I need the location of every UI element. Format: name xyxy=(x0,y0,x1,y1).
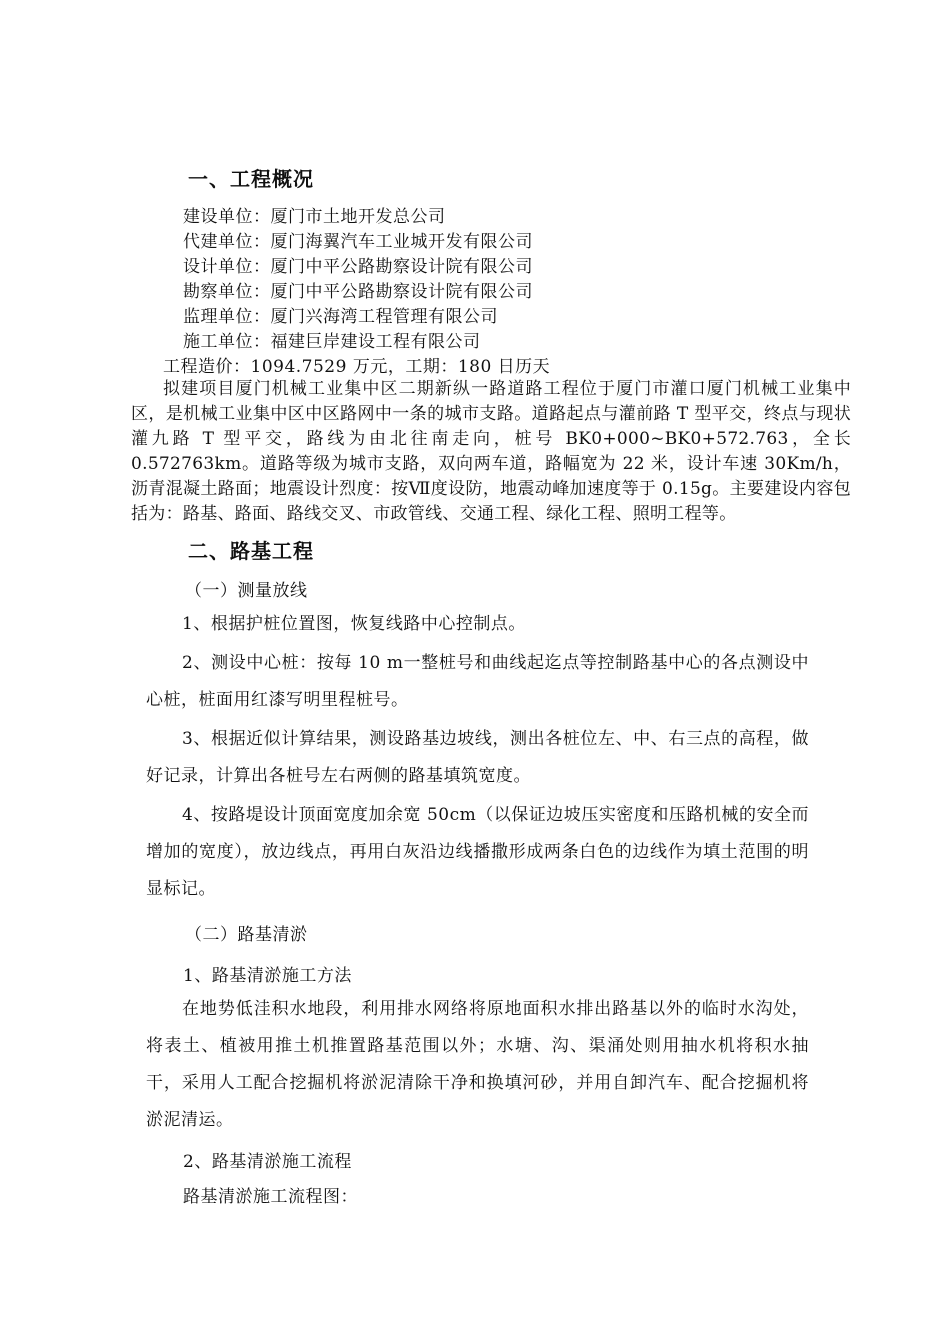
section-1-heading: 一、工程概况 xyxy=(188,167,314,191)
unit-design: 设计单位：厦门中平公路勘察设计院有限公司 xyxy=(183,257,533,277)
unit-survey: 勘察单位：厦门中平公路勘察设计院有限公司 xyxy=(183,282,533,302)
unit-construction: 建设单位：厦门市土地开发总公司 xyxy=(183,207,446,227)
survey-item-1: 1、根据护桩位置图，恢复线路中心控制点。 xyxy=(182,614,526,634)
section-2-heading: 二、路基工程 xyxy=(188,539,314,563)
survey-item-2: 2、测设中心桩：按每 10 m一整桩号和曲线起迄点等控制路基中心的各点测设中心桩，桩面用红漆写明里程桩号。 xyxy=(146,653,809,710)
cost-duration: 工程造价：1094.7529 万元，工期：180 日历天 xyxy=(163,357,551,377)
subsection-clearing-title: （二）路基清淤 xyxy=(185,925,308,945)
survey-item-3: 3、根据近似计算结果，测设路基边坡线，测出各桩位左、中、右三点的高程，做好记录，计算出各桩号左右两侧的路基填筑宽度。 xyxy=(146,729,809,786)
clearing-flow-caption: 路基清淤施工流程图： xyxy=(183,1187,358,1207)
subsection-survey-title: （一）测量放线 xyxy=(185,581,308,601)
unit-contractor: 施工单位：福建巨岸建设工程有限公司 xyxy=(183,332,481,352)
survey-item-4: 4、按路堤设计顶面宽度加余宽 50cm（以保证边坡压实密度和压路机械的安全而增加的宽度），放边线点，再用白灰沿边线播撒形成两条白色的边线作为填土范围的明显标记。 xyxy=(146,805,809,899)
clearing-flow-title: 2、路基清淤施工流程 xyxy=(183,1152,352,1172)
clearing-method-text: 在地势低洼积水地段，利用排水网络将原地面积水排出路基以外的临时水沟处，将表土、植被用推土机推置路基范围以外；水塘、沟、渠涌处则用抽水机将积水抽干，采用人工配合挖掘机将淤泥清除干净和换填河砂，并用自卸汽车、配合挖掘机将淤泥清运。 xyxy=(146,999,809,1130)
unit-agent: 代建单位：厦门海翼汽车工业城开发有限公司 xyxy=(183,232,533,252)
project-description: 拟建项目厦门机械工业集中区二期新纵一路道路工程位于厦门市灌口厦门机械工业集中区，是机械工业集中区中区路网中一条的城市支路。道路起点与灌前路 T 型平交，终点与现状灌九路 T 型平交，路线为由北往南走向，桩号 BK0+000~BK0+572.763，全长 0.572763km。道路等级为城市支路，双向两车道，路幅宽为 22 米，设计车速 30Km/h，沥青混凝土路面；地震设计烈度：按Ⅶ度设防，地震动峰加速度等于 0.15g。主要建设内容包括为：路基、路面、路线交叉、市政管线、交通工程、绿化工程、照明工程等。 xyxy=(131,379,851,524)
clearing-method-title: 1、路基清淤施工方法 xyxy=(183,966,352,986)
unit-supervision: 监理单位：厦门兴海湾工程管理有限公司 xyxy=(183,307,498,327)
